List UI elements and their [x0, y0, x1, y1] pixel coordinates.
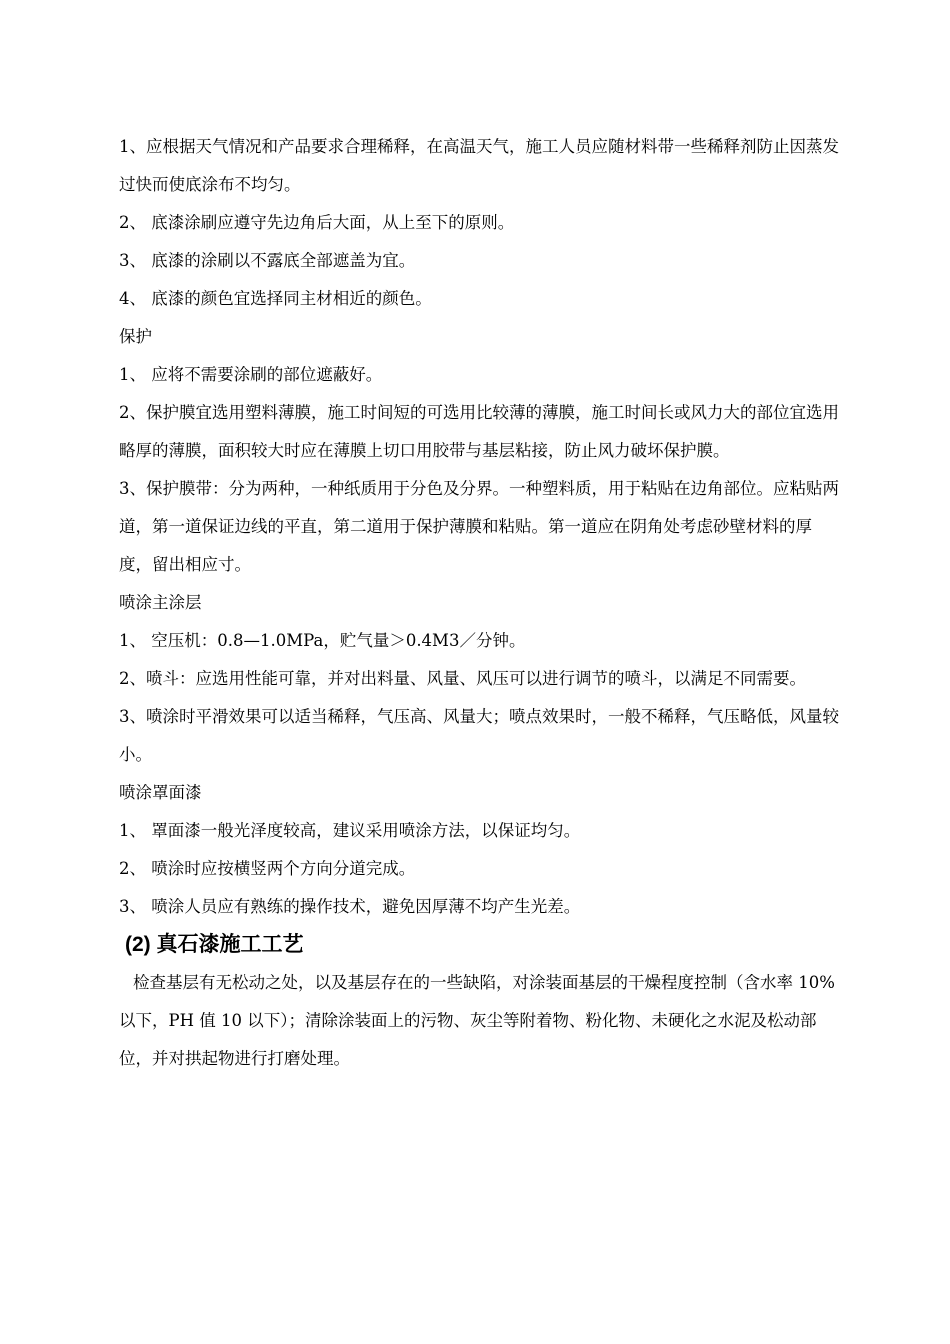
- spray-top-title: 喷涂罩面漆: [119, 783, 202, 802]
- spray-top-item-3: 3、 喷涂人员应有熟练的操作技术，避免因厚薄不均产生光差。: [119, 897, 581, 916]
- spray-main-item-1: 1、 空压机：0.8—1.0MPa，贮气量＞0.4M3／分钟。: [119, 631, 526, 650]
- protection-item-2: 2、保护膜宜选用塑料薄膜，施工时间短的可选用比较薄的薄膜，施工时间长或风力大的部位宜选用略厚的薄膜，面积较大时应在薄膜上切口用胶带与基层粘接，防止风力破坏保护膜。: [119, 403, 839, 460]
- spray-main-item-3: 3、喷涂时平滑效果可以适当稀释，气压高、风量大；喷点效果时，一般不稀释，气压略低，风量较小。: [119, 707, 839, 764]
- base-coat-item-1: 1、应根据天气情况和产品要求合理稀释，在高温天气，施工人员应随材料带一些稀释剂防止因蒸发过快而使底涂布不均匀。: [119, 137, 839, 194]
- spray-main-title: 喷涂主涂层: [119, 593, 202, 612]
- protection-item-1: 1、 应将不需要涂刷的部位遮蔽好。: [119, 365, 383, 384]
- base-coat-item-2: 2、 底漆涂刷应遵守先边角后大面，从上至下的原则。: [119, 213, 515, 232]
- protection-item-3: 3、保护膜带：分为两种，一种纸质用于分色及分界。一种塑料质，用于粘贴在边角部位。应粘贴两道，第一道保证边线的平直，第二道用于保护薄膜和粘贴。第一道应在阴角处考虑砂壁材料的厚度，留出相应寸。: [119, 479, 839, 574]
- document-body: [119, 128, 841, 1078]
- spray-main-item-2: 2、喷斗：应选用性能可靠，并对出料量、风量、风压可以进行调节的喷斗，以满足不同需要。: [119, 669, 806, 688]
- spray-top-item-2: 2、 喷涂时应按横竖两个方向分道完成。: [119, 859, 416, 878]
- real-stone-heading: (2) 真石漆施工工艺: [125, 933, 304, 956]
- real-stone-body: 检查基层有无松动之处，以及基层存在的一些缺陷，对涂装面基层的干燥程度控制（含水率 10%以下，PH 值 10 以下）；清除涂装面上的污物、灰尘等附着物、粉化物、未硬化之水泥及松动部位，并对拱起物进行打磨处理。: [119, 973, 835, 1068]
- base-coat-item-3: 3、 底漆的涂刷以不露底全部遮盖为宜。: [119, 251, 416, 270]
- protection-title: 保护: [119, 327, 152, 346]
- spray-top-item-1: 1、 罩面漆一般光泽度较高，建议采用喷涂方法，以保证均匀。: [119, 821, 581, 840]
- base-coat-item-4: 4、 底漆的颜色宜选择同主材相近的颜色。: [119, 289, 432, 308]
